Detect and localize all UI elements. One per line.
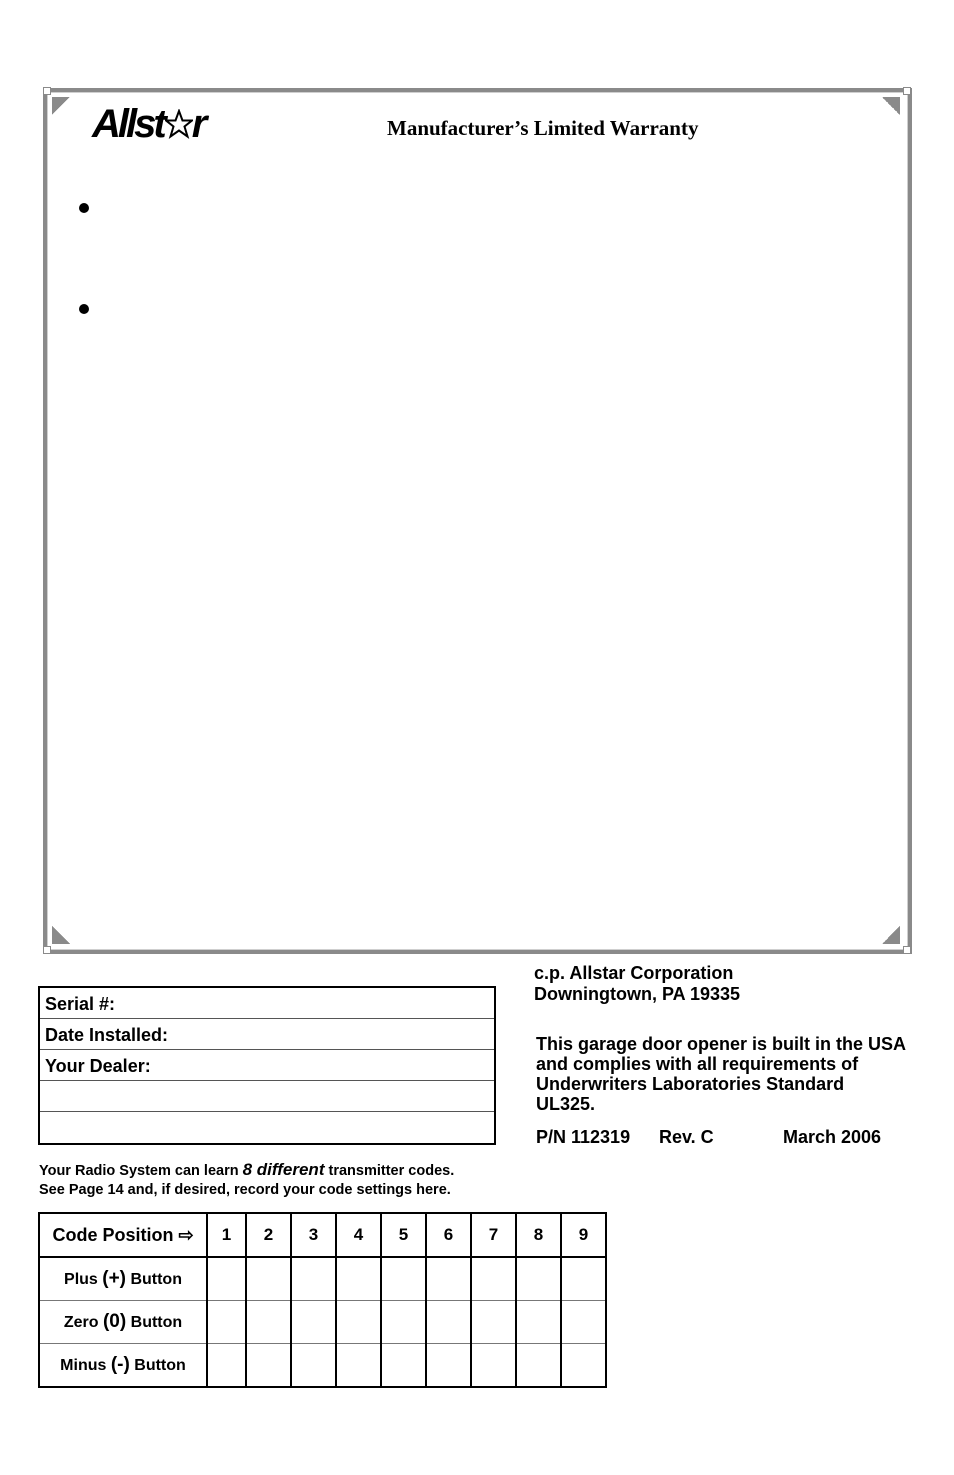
compliance-statement: This garage door opener is built in the USA and complies with all requirements of Underwriters Laboratories Standard UL325. [536,1034,906,1114]
corner-triangle-bottom-left [52,926,70,944]
code-cell [516,1344,561,1388]
logo-text-suffix: r [191,102,205,146]
code-cell [561,1344,606,1388]
revision: Rev. C [659,1127,714,1147]
date-installed-field: Date Installed: [40,1019,494,1050]
code-cell [471,1344,516,1388]
code-cell [291,1257,336,1301]
bullet-point-1 [79,203,89,213]
code-cell [516,1257,561,1301]
code-position-3: 3 [291,1213,336,1257]
plus-button-label: Plus (+) Button [39,1257,207,1301]
code-cell [207,1301,246,1344]
corner-marker-top-left [43,87,51,95]
code-cell [426,1301,471,1344]
serial-number-field: Serial #: [40,988,494,1019]
code-cell [291,1344,336,1388]
part-number: P/N 112319 [536,1127,631,1147]
code-cell [336,1257,381,1301]
dealer-line-3 [40,1112,494,1143]
code-settings-table [38,1212,607,1388]
company-address [534,963,740,1005]
code-cell [336,1344,381,1388]
code-cell [291,1301,336,1344]
code-position-6: 6 [426,1213,471,1257]
radio-note-line-1: Your Radio System can learn 8 different transmitter codes. [39,1160,455,1179]
warranty-frame [43,88,912,954]
company-name: c.p. Allstar Corporation [534,963,734,983]
bullet-point-2 [79,304,89,314]
radio-system-note [39,1160,454,1200]
code-position-4: 4 [336,1213,381,1257]
code-position-5: 5 [381,1213,426,1257]
logo-text-prefix: Allst [92,102,164,146]
part-number-line [536,1127,881,1148]
revision-date: March 2006 [783,1127,882,1147]
code-position-9: 9 [561,1213,606,1257]
installation-record-box [38,986,496,1145]
zero-button-row [39,1301,606,1344]
star-icon [165,109,193,139]
code-cell [381,1344,426,1388]
radio-note-line-2: See Page 14 and, if desired, record your code settings here. [39,1182,451,1198]
corner-marker-bottom-right [903,946,911,954]
dealer-line-2 [40,1081,494,1112]
warranty-frame-inner-line [47,92,908,950]
code-position-7: 7 [471,1213,516,1257]
code-cell [381,1257,426,1301]
code-position-8: 8 [516,1213,561,1257]
code-cell [336,1301,381,1344]
code-cell [381,1301,426,1344]
corner-triangle-bottom-right [882,926,900,944]
zero-button-label: Zero (0) Button [39,1301,207,1344]
corner-triangle-top-right [882,97,900,115]
code-cell [426,1257,471,1301]
code-cell [246,1344,291,1388]
code-position-header: Code Position ⇨ [39,1213,207,1257]
code-position-2: 2 [246,1213,291,1257]
minus-button-label: Minus (-) Button [39,1344,207,1388]
corner-triangle-top-left [52,97,70,115]
code-position-1: 1 [207,1213,246,1257]
code-cell [471,1301,516,1344]
dealer-field: Your Dealer: [40,1050,494,1081]
code-cell [516,1301,561,1344]
code-cell [561,1301,606,1344]
code-position-header-row [39,1213,606,1257]
code-cell [471,1257,516,1301]
plus-button-row [39,1257,606,1301]
minus-button-row [39,1344,606,1388]
code-cell [246,1301,291,1344]
company-city: Downingtown, PA 19335 [534,984,741,1004]
radio-note-emphasis: 8 different [242,1160,325,1179]
code-cell [246,1257,291,1301]
code-cell [207,1344,246,1388]
warranty-title: Manufacturer’s Limited Warranty [387,116,699,140]
code-cell [561,1257,606,1301]
allstar-logo [92,103,204,145]
code-cell [426,1344,471,1388]
code-cell [207,1257,246,1301]
corner-marker-bottom-left [43,946,51,954]
corner-marker-top-right [903,87,911,95]
